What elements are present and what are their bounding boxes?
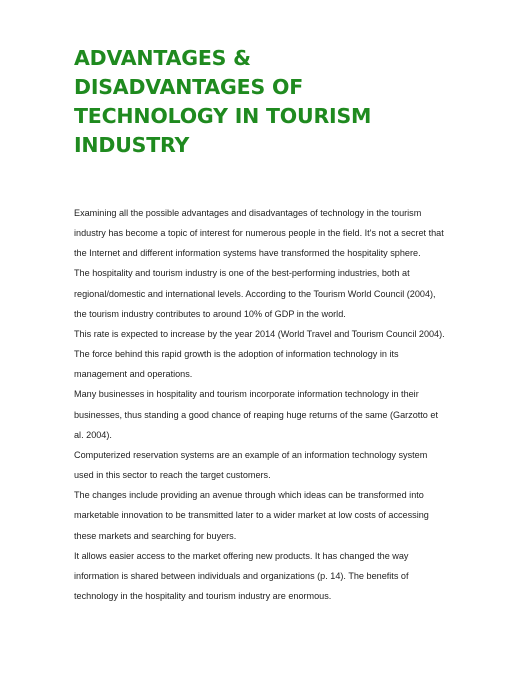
document-body xyxy=(74,203,446,606)
paragraph: The changes include providing an avenue through which ideas can be transformed into marketable innovation to be transmitted later to a wider market at low costs of accessing these markets and searching for buyers. xyxy=(74,490,429,541)
paragraph: Many businesses in hospitality and tourism incorporate information technology in their businesses, thus standing a good chance of reaping huge returns of the same (Garzotto et al. 2004). xyxy=(74,389,438,440)
paragraph: This rate is expected to increase by the year 2014 (World Travel and Tourism Council 2004). The force behind this rapid growth is the adoption of information technology in its management and operations. xyxy=(74,328,445,380)
paragraph: Computerized reservation systems are an example of an information technology system used in this sector to reach the target customers. xyxy=(74,449,428,481)
document-page xyxy=(74,44,446,606)
paragraph: It allows easier access to the market offering new products. It has changed the way information is shared between individuals and organizations (p. 14). The benefits of technology in the hospitality and tourism industry are enormous. xyxy=(74,550,409,601)
paragraph: The hospitality and tourism industry is one of the best-performing industries, both at regional/domestic and international levels. According to the Tourism World Council (2004), the tourism industry contributes to around 10% of GDP in the world. xyxy=(74,268,436,319)
paragraph: Examining all the possible advantages and disadvantages of technology in the tourism industry has become a topic of interest for numerous people in the field. It's not a secret that the Internet and different information systems have transformed the hospitality sphere. xyxy=(74,208,444,259)
document-title: ADVANTAGES & DISADVANTAGES OF TECHNOLOGY IN TOURISM INDUSTRY xyxy=(74,46,372,157)
